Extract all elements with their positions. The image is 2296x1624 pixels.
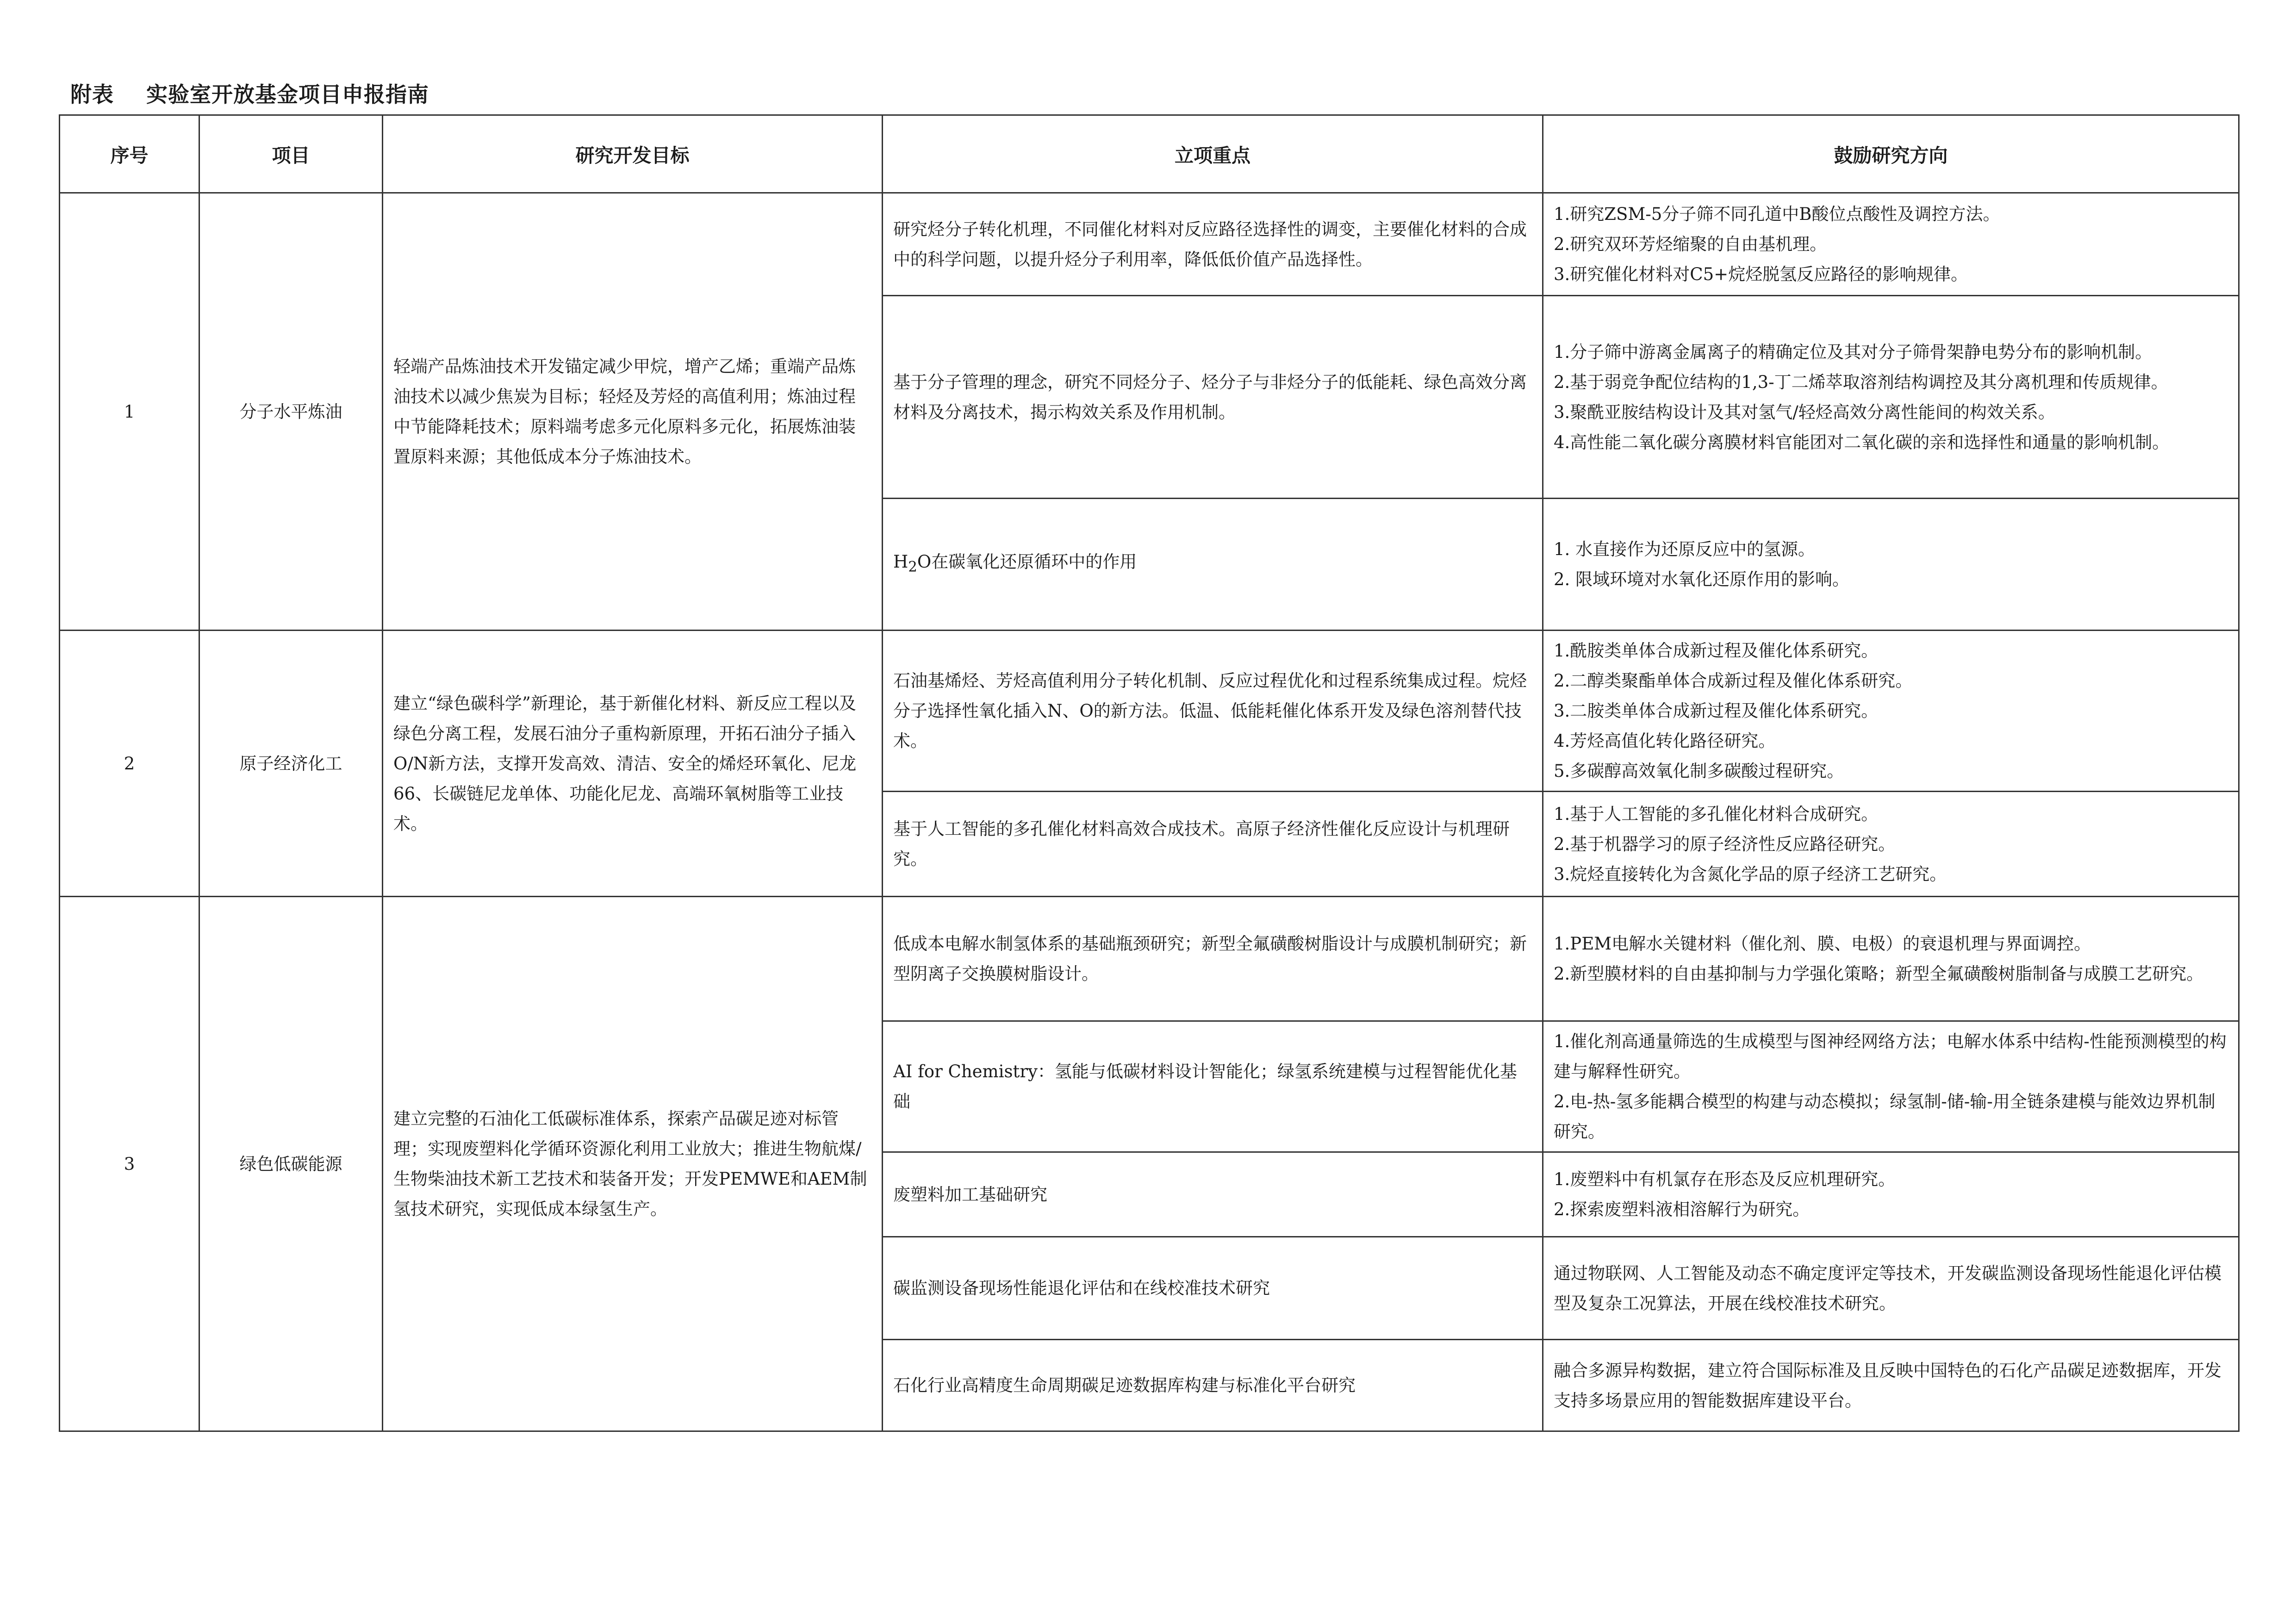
header-goal: 研究开发目标 [383, 115, 883, 193]
directions-cell [1543, 1021, 2239, 1152]
focus-cell: 基于分子管理的理念，研究不同烃分子、烃分子与非烃分子的低能耗、绿色高效分离材料及分离技术，揭示构效关系及作用机制。 [883, 296, 1543, 499]
direction-item: 3.聚酰亚胺结构设计及其对氢气/轻烃高效分离性能间的构效关系。 [1554, 402, 2055, 422]
table-row [60, 631, 2239, 792]
direction-item: 3.烷烃直接转化为含氮化学品的原子经济工艺研究。 [1554, 864, 1947, 884]
project-number: 2 [60, 631, 199, 897]
direction-item: 1. 水直接作为还原反应中的氢源。 [1554, 539, 1816, 559]
header-row [60, 115, 2239, 193]
direction-item: 2. 限域环境对水氧化还原作用的影响。 [1554, 569, 1850, 589]
directions-cell [1543, 193, 2239, 296]
project-name: 分子水平炼油 [199, 193, 383, 631]
project-goal: 建立完整的石油化工低碳标准体系，探索产品碳足迹对标管理；实现废塑料化学循环资源化利用工业放大；推进生物航煤/生物柴油技术新工艺技术和装备开发；开发PEMWE和AEM制氢技术研究，实现低成本绿氢生产。 [383, 897, 883, 1431]
focus-cell: 研究烃分子转化机理，不同催化材料对反应路径选择性的调变，主要催化材料的合成中的科学问题，以提升烃分子利用率，降低低价值产品选择性。 [883, 193, 1543, 296]
page-title [70, 78, 429, 108]
focus-text-pre: H [893, 551, 908, 572]
direction-item: 通过物联网、人工智能及动态不确定度评定等技术，开发碳监测设备现场性能退化评估模型及复杂工况算法，开展在线校准技术研究。 [1554, 1263, 2221, 1313]
directions-cell [1543, 1152, 2239, 1237]
header-no: 序号 [60, 115, 199, 193]
project-name: 原子经济化工 [199, 631, 383, 897]
focus-cell: 石油基烯烃、芳烃高值利用分子转化机制、反应过程优化和过程系统集成过程。烷烃分子选择性氧化插入N、O的新方法。低温、低能耗催化体系开发及绿色溶剂替代技术。 [883, 631, 1543, 792]
direction-item: 2.探索废塑料液相溶解行为研究。 [1554, 1199, 1810, 1219]
header-focus: 立项重点 [883, 115, 1543, 193]
direction-item: 1.催化剂高通量筛选的生成模型与图神经网络方法；电解水体系中结构-性能预测模型的构建与解释性研究。 [1554, 1031, 2227, 1081]
directions-cell [1543, 631, 2239, 792]
focus-cell: 基于人工智能的多孔催化材料高效合成技术。高原子经济性催化反应设计与机理研究。 [883, 792, 1543, 897]
direction-item: 1.分子筛中游离金属离子的精确定位及其对分子筛骨架静电势分布的影响机制。 [1554, 342, 2153, 362]
focus-cell: 石化行业高精度生命周期碳足迹数据库构建与标准化平台研究 [883, 1340, 1543, 1431]
direction-item: 2.新型膜材料的自由基抑制与力学强化策略；新型全氟磺酸树脂制备与成膜工艺研究。 [1554, 964, 2204, 984]
project-number: 1 [60, 193, 199, 631]
table-row [60, 897, 2239, 1021]
header-project: 项目 [199, 115, 383, 193]
project-goal: 轻端产品炼油技术开发锚定减少甲烷，增产乙烯；重端产品炼油技术以减少焦炭为目标；轻烃及芳烃的高值利用；炼油过程中节能降耗技术；原料端考虑多元化原料多元化，拓展炼油装置原料来源；其他低成本分子炼油技术。 [383, 193, 883, 631]
guide-table [59, 114, 2240, 1432]
direction-item: 2.电-热-氢多能耦合模型的构建与动态模拟；绿氢制-储-输-用全链条建模与能效边界机制研究。 [1554, 1092, 2215, 1142]
direction-item: 3.研究催化材料对C5+烷烃脱氢反应路径的影响规律。 [1554, 264, 1968, 284]
page-title-prefix: 附表 [70, 82, 114, 107]
page-title-text: 实验室开放基金项目申报指南 [146, 82, 429, 107]
directions-cell [1543, 1340, 2239, 1431]
direction-item: 1.废塑料中有机氯存在形态及反应机理研究。 [1554, 1169, 1896, 1189]
focus-cell [883, 499, 1543, 631]
direction-item: 融合多源异构数据，建立符合国际标准及且反映中国特色的石化产品碳足迹数据库，开发支持多场景应用的智能数据库建设平台。 [1554, 1360, 2221, 1411]
focus-cell: 碳监测设备现场性能退化评估和在线校准技术研究 [883, 1237, 1543, 1340]
project-number: 3 [60, 897, 199, 1431]
direction-item: 2.二醇类聚酯单体合成新过程及催化体系研究。 [1554, 671, 1913, 691]
direction-item: 2.基于弱竞争配位结构的1,3-丁二烯萃取溶剂结构调控及其分离机理和传质规律。 [1554, 372, 2168, 392]
focus-text-subscript: 2 [908, 558, 917, 575]
direction-item: 1.PEM电解水关键材料（催化剂、膜、电极）的衰退机理与界面调控。 [1554, 934, 2091, 954]
focus-cell: AI for Chemistry：氢能与低碳材料设计智能化；绿氢系统建模与过程智能优化基础 [883, 1021, 1543, 1152]
direction-item: 5.多碳醇高效氧化制多碳酸过程研究。 [1554, 761, 1844, 781]
directions-cell [1543, 792, 2239, 897]
direction-item: 1.研究ZSM-5分子筛不同孔道中B酸位点酸性及调控方法。 [1554, 204, 2000, 224]
directions-cell [1543, 296, 2239, 499]
direction-item: 4.芳烃高值化转化路径研究。 [1554, 731, 1776, 751]
project-goal: 建立“绿色碳科学”新理论，基于新催化材料、新反应工程以及绿色分离工程，发展石油分子重构新原理，开拓石油分子插入O/N新方法，支撑开发高效、清洁、安全的烯烃环氧化、尼龙66、长碳链尼龙单体、功能化尼龙、高端环氧树脂等工业技术。 [383, 631, 883, 897]
directions-cell [1543, 499, 2239, 631]
direction-item: 4.高性能二氧化碳分离膜材料官能团对二氧化碳的亲和选择性和通量的影响机制。 [1554, 432, 2170, 452]
focus-text-post: O在碳氧化还原循环中的作用 [917, 551, 1137, 572]
direction-item: 2.基于机器学习的原子经济性反应路径研究。 [1554, 834, 1896, 854]
project-name: 绿色低碳能源 [199, 897, 383, 1431]
header-directions: 鼓励研究方向 [1543, 115, 2239, 193]
focus-cell: 废塑料加工基础研究 [883, 1152, 1543, 1237]
direction-item: 2.研究双环芳烃缩聚的自由基机理。 [1554, 234, 1827, 254]
directions-cell [1543, 897, 2239, 1021]
direction-item: 3.二胺类单体合成新过程及催化体系研究。 [1554, 701, 1879, 721]
directions-cell [1543, 1237, 2239, 1340]
direction-item: 1.酰胺类单体合成新过程及催化体系研究。 [1554, 641, 1879, 661]
focus-cell: 低成本电解水制氢体系的基础瓶颈研究；新型全氟磺酸树脂设计与成膜机制研究；新型阴离子交换膜树脂设计。 [883, 897, 1543, 1021]
table-row [60, 193, 2239, 296]
direction-item: 1.基于人工智能的多孔催化材料合成研究。 [1554, 804, 1879, 824]
